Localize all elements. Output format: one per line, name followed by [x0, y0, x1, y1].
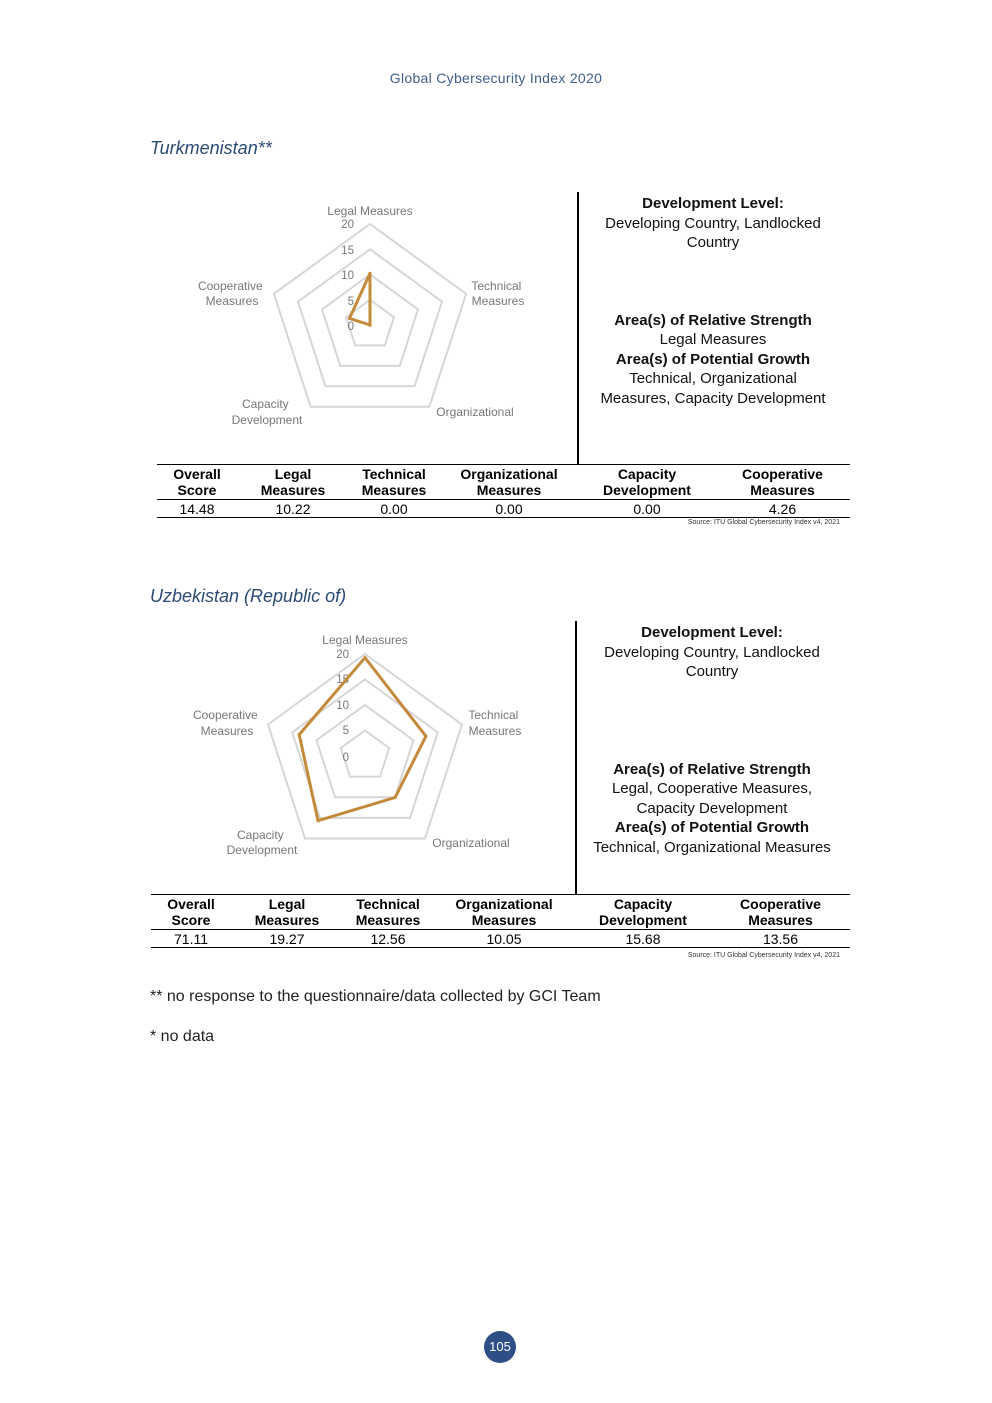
axis-label-organizational: Organizational	[436, 405, 514, 419]
axis-label-technical-line1: Technical	[471, 279, 522, 293]
axis-label-legal: Legal Measures	[322, 633, 408, 647]
dev-level-value-line1: Developing Country, Landlocked	[605, 214, 821, 232]
axis-label-cooperative-line1: Cooperative	[197, 279, 263, 293]
tick-label: 5	[347, 296, 354, 308]
growth-value-line1: Technical, Organizational	[629, 370, 797, 387]
col-header-organizational: Organizational Measures	[433, 895, 575, 930]
axis-label-technical	[468, 708, 521, 738]
strength-value-line2: Capacity Development	[636, 799, 788, 817]
strength-value-line1: Legal Measures	[659, 331, 767, 348]
score-technical: 0.00	[349, 500, 439, 518]
tick-label: 10	[341, 270, 354, 282]
score-organizational: 0.00	[439, 500, 579, 518]
axis-label-cooperative	[193, 708, 261, 738]
growth-label: Area(s) of Potential Growth	[615, 350, 811, 368]
growth-value-line1: Technical, Organizational Measures	[593, 838, 831, 856]
radar-chart	[150, 624, 570, 884]
axis-label-capacity-line1: Capacity	[241, 397, 289, 411]
footnote-no-data: * no data	[150, 1028, 215, 1045]
strength-label: Area(s) of Relative Strength	[613, 760, 811, 778]
radar-grid-ring	[317, 705, 414, 797]
score-cooperative: 13.56	[711, 930, 850, 948]
radar-point	[298, 733, 301, 736]
dev-level-value-line1: Developing Country, Landlocked	[604, 643, 820, 661]
axis-label-technical-line2: Measures	[471, 294, 525, 308]
tick-label: 20	[341, 219, 354, 231]
col-header-organizational: Organizational Measures	[439, 465, 579, 500]
col-header-legal: Legal Measures	[237, 465, 349, 500]
axis-label-cooperative	[198, 279, 266, 308]
score-organizational: 10.05	[433, 930, 575, 948]
axis-label-cooperative-line1: Cooperative	[192, 708, 258, 722]
source-note: Source: ITU Global Cybersecurity Index v4, 2021	[687, 519, 840, 526]
col-header-overall: Overall Score	[151, 895, 231, 930]
col-header-cooperative: Cooperative Measures	[711, 895, 850, 930]
footnote-no-response: ** no response to the questionnaire/data collected by GCI Team	[150, 988, 601, 1005]
tick-label: 10	[336, 700, 349, 712]
score-legal: 19.27	[231, 930, 343, 948]
radar-chart	[150, 195, 570, 455]
col-header-capacity: Capacity Development	[575, 895, 711, 930]
dev-level-label: Development Level:	[642, 195, 784, 212]
score-overall: 14.48	[157, 500, 237, 518]
dev-level-value-line2: Country	[686, 234, 740, 251]
axis-label-legal: Legal Measures	[327, 204, 413, 218]
tick-label: 5	[342, 725, 349, 737]
radar-point	[394, 796, 397, 799]
axis-label-technical	[471, 279, 524, 308]
radar-point	[368, 323, 371, 326]
axis-label-technical-line1: Technical	[468, 708, 519, 722]
strength-value-line1: Legal, Cooperative Measures,	[611, 780, 813, 797]
table-header-row	[151, 895, 850, 930]
col-header-overall: Overall Score	[157, 465, 237, 500]
radar-point	[316, 819, 319, 822]
dev-level-label: Development Level:	[641, 624, 783, 641]
table-row	[157, 500, 850, 518]
axis-label-cooperative-line2: Measures	[200, 724, 254, 738]
table-header-row	[157, 465, 850, 500]
score-cooperative: 4.26	[715, 500, 850, 518]
axis-label-capacity-line2: Development	[231, 413, 303, 427]
score-legal: 10.22	[237, 500, 349, 518]
growth-label: Area(s) of Potential Growth	[614, 819, 810, 836]
axis-label-capacity	[232, 397, 303, 427]
radar-point	[424, 735, 427, 738]
page-header: Global Cybersecurity Index 2020	[389, 70, 603, 86]
source-note: Source: ITU Global Cybersecurity Index v4, 2021	[687, 952, 840, 959]
tick-label: 0	[347, 321, 354, 333]
axis-label-capacity-line1: Capacity	[236, 828, 284, 842]
col-header-capacity: Capacity Development	[579, 465, 715, 500]
col-header-legal: Legal Measures	[231, 895, 343, 930]
info-panel	[576, 623, 848, 857]
info-panel	[577, 194, 849, 408]
axis-label-cooperative-line2: Measures	[205, 294, 259, 308]
scores-table	[151, 894, 850, 948]
tick-label: 20	[336, 649, 349, 661]
score-technical: 12.56	[343, 930, 433, 948]
scores-table	[157, 464, 850, 518]
col-header-technical: Technical Measures	[349, 465, 439, 500]
country-title: Turkmenistan**	[150, 138, 272, 158]
strength-label: Area(s) of Relative Strength	[614, 311, 812, 329]
axis-label-capacity	[227, 828, 298, 857]
axis-label-capacity-line2: Development	[226, 843, 298, 857]
axis-label-technical-line2: Measures	[468, 724, 522, 738]
axis-label-organizational: Organizational	[432, 836, 510, 850]
tick-label: 0	[342, 752, 349, 764]
radar-point	[348, 317, 351, 320]
tick-label: 15	[336, 674, 349, 686]
country-title: Uzbekistan (Republic of)	[150, 586, 347, 606]
radar-grid	[268, 654, 462, 839]
col-header-technical: Technical Measures	[343, 895, 433, 930]
score-capacity: 0.00	[579, 500, 715, 518]
score-capacity: 15.68	[575, 930, 711, 948]
radar-point	[363, 656, 366, 659]
score-overall: 71.11	[151, 930, 231, 948]
col-header-cooperative: Cooperative Measures	[715, 465, 850, 500]
radar-point	[368, 272, 371, 275]
table-row	[151, 930, 850, 948]
growth-value-line2: Measures, Capacity Development	[600, 389, 826, 407]
dev-level-value-line2: Country	[685, 663, 739, 680]
tick-label: 15	[341, 245, 354, 257]
page-number: 105	[484, 1331, 516, 1363]
